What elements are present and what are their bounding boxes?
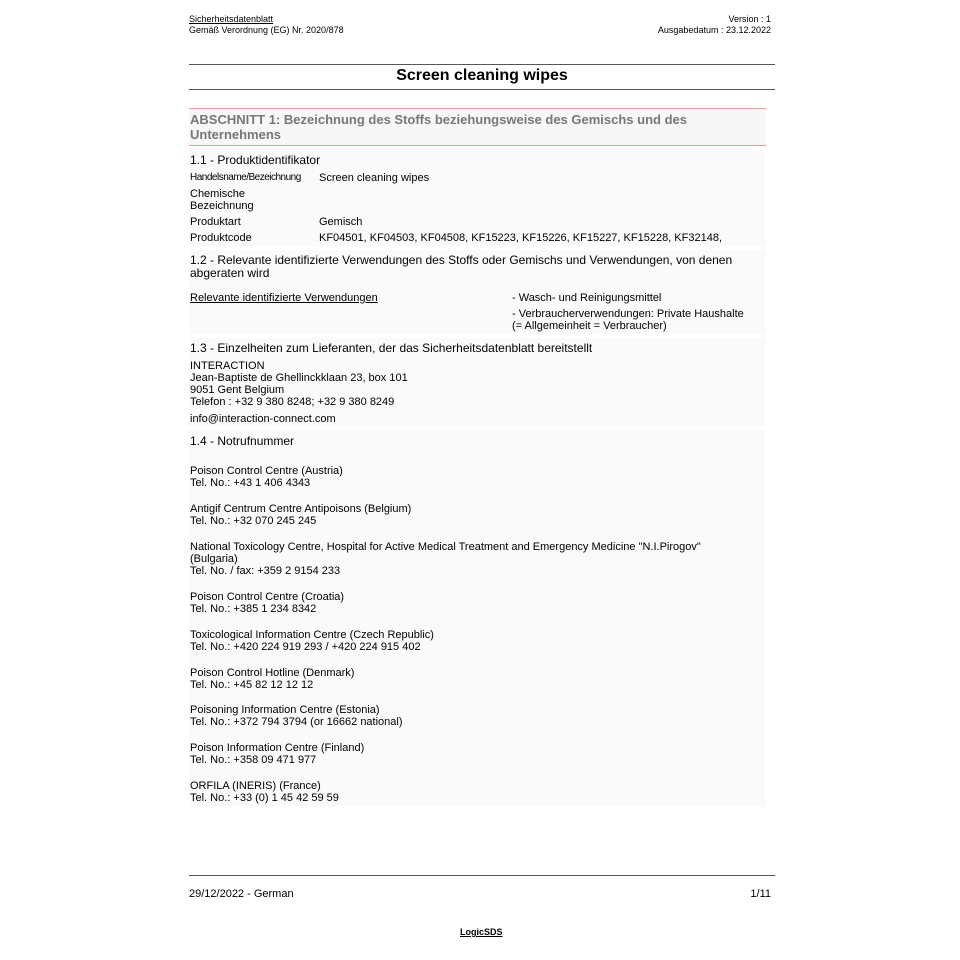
emergency-contact-croatia bbox=[190, 591, 760, 615]
version-label: Version : 1 bbox=[728, 14, 771, 24]
emergency-contact-tel: Tel. No.: +420 224 919 293 / +420 224 915 402 bbox=[190, 641, 421, 653]
emergency-contact-name: Antigif Centrum Centre Antipoisons (Belgium) bbox=[190, 503, 412, 515]
footer-rule bbox=[189, 875, 775, 876]
emergency-contact-tel: Tel. No.: +358 09 471 977 bbox=[190, 754, 317, 766]
product-type-value: Gemisch bbox=[319, 216, 363, 228]
supplier-company: INTERACTION bbox=[190, 360, 265, 372]
brand-link[interactable]: LogicSDS bbox=[460, 927, 503, 937]
emergency-contact-finland bbox=[190, 742, 760, 766]
section-1-1-title: 1.1 - Produktidentifikator bbox=[190, 153, 321, 167]
emergency-contact-name-line-2: (Bulgaria) bbox=[190, 553, 238, 565]
document-title: Screen cleaning wipes bbox=[396, 67, 568, 84]
emergency-contact-tel: Tel. No.: +32 070 245 245 bbox=[190, 515, 317, 527]
identified-use-1: - Wasch- und Reinigungsmittel bbox=[512, 292, 662, 304]
emergency-contact-name: National Toxicology Centre, Hospital for Active Medical Treatment and Emergency Medicine "N.I.Pirogov" bbox=[190, 541, 701, 553]
document-header-right bbox=[658, 14, 771, 36]
page-number: 1/11 bbox=[750, 888, 771, 900]
trade-name-value: Screen cleaning wipes bbox=[319, 172, 430, 184]
section-1-heading: ABSCHNITT 1: Bezeichnung des Stoffs beziehungsweise des Gemischs und des Unternehmens bbox=[189, 108, 766, 146]
supplier-street: Jean-Baptiste de Ghellinckklaan 23, box 101 bbox=[190, 372, 408, 384]
emergency-contact-tel: Tel. No. / fax: +359 2 9154 233 bbox=[190, 565, 341, 577]
section-1-2-title: 1.2 - Relevante identifizierte Verwendungen des Stoffs oder Gemischs und Verwendungen, von denen abgeraten wird bbox=[190, 253, 733, 280]
product-code-label: Produktcode bbox=[190, 232, 252, 244]
emergency-contact-belgium bbox=[190, 503, 760, 527]
trade-name-label: Handelsname/Bezeichnung bbox=[190, 172, 301, 183]
emergency-contact-name: ORFILA (INERIS) (France) bbox=[190, 780, 321, 792]
section-1-3-title: 1.3 - Einzelheiten zum Lieferanten, der das Sicherheitsdatenblatt bereitstellt bbox=[190, 341, 593, 355]
issue-date: Ausgabedatum : 23.12.2022 bbox=[657, 25, 771, 35]
emergency-contact-name: Poison Control Centre (Austria) bbox=[190, 465, 343, 477]
emergency-contact-austria bbox=[190, 465, 760, 489]
emergency-contact-tel: Tel. No.: +45 82 12 12 12 bbox=[190, 679, 314, 691]
chemical-name-label-1: Chemische bbox=[190, 188, 246, 200]
supplier-phone: Telefon : +32 9 380 8248; +32 9 380 8249 bbox=[190, 396, 395, 408]
supplier-city: 9051 Gent Belgium bbox=[190, 384, 285, 396]
emergency-contact-estonia bbox=[190, 704, 760, 728]
emergency-contact-denmark bbox=[190, 667, 760, 691]
title-bottom-rule bbox=[189, 89, 775, 90]
emergency-contact-name: Poison Control Hotline (Denmark) bbox=[190, 667, 355, 679]
regulation-reference: Gemäß Verordnung (EG) Nr. 2020/878 bbox=[189, 25, 344, 35]
emergency-contact-name: Poison Control Centre (Croatia) bbox=[190, 591, 345, 603]
section-1-4-title: 1.4 - Notrufnummer bbox=[190, 434, 295, 448]
document-type: Sicherheitsdatenblatt bbox=[189, 14, 274, 24]
identified-uses-label: Relevante identifizierte Verwendungen bbox=[190, 292, 378, 304]
sds-page bbox=[189, 0, 775, 960]
product-code-value: KF04501, KF04503, KF04508, KF15223, KF15226, KF15227, KF15228, KF32148, bbox=[319, 232, 722, 244]
identified-use-2-line-2: (= Allgemeinheit = Verbraucher) bbox=[512, 320, 667, 332]
emergency-contact-france bbox=[190, 780, 760, 804]
emergency-contact-czech-republic bbox=[190, 629, 760, 653]
emergency-contact-tel: Tel. No.: +43 1 406 4343 bbox=[190, 477, 311, 489]
identified-use-2-line-1: - Verbraucherverwendungen: Private Haushalte bbox=[512, 308, 744, 320]
document-header-left bbox=[189, 14, 344, 36]
emergency-contact-name: Toxicological Information Centre (Czech Republic) bbox=[190, 629, 434, 641]
emergency-contact-bulgaria bbox=[190, 541, 760, 577]
title-top-rule bbox=[189, 64, 775, 65]
emergency-contact-tel: Tel. No.: +372 794 3794 (or 16662 national) bbox=[190, 716, 403, 728]
emergency-contact-name: Poison Information Centre (Finland) bbox=[190, 742, 365, 754]
emergency-contact-tel: Tel. No.: +33 (0) 1 45 42 59 59 bbox=[190, 792, 339, 804]
chemical-name-label-2: Bezeichnung bbox=[190, 200, 254, 212]
emergency-contact-tel: Tel. No.: +385 1 234 8342 bbox=[190, 603, 317, 615]
emergency-contact-name: Poisoning Information Centre (Estonia) bbox=[190, 704, 380, 716]
product-type-label: Produktart bbox=[190, 216, 241, 228]
supplier-email: info@interaction-connect.com bbox=[190, 413, 336, 425]
footer-date-language: 29/12/2022 - German bbox=[189, 888, 294, 900]
